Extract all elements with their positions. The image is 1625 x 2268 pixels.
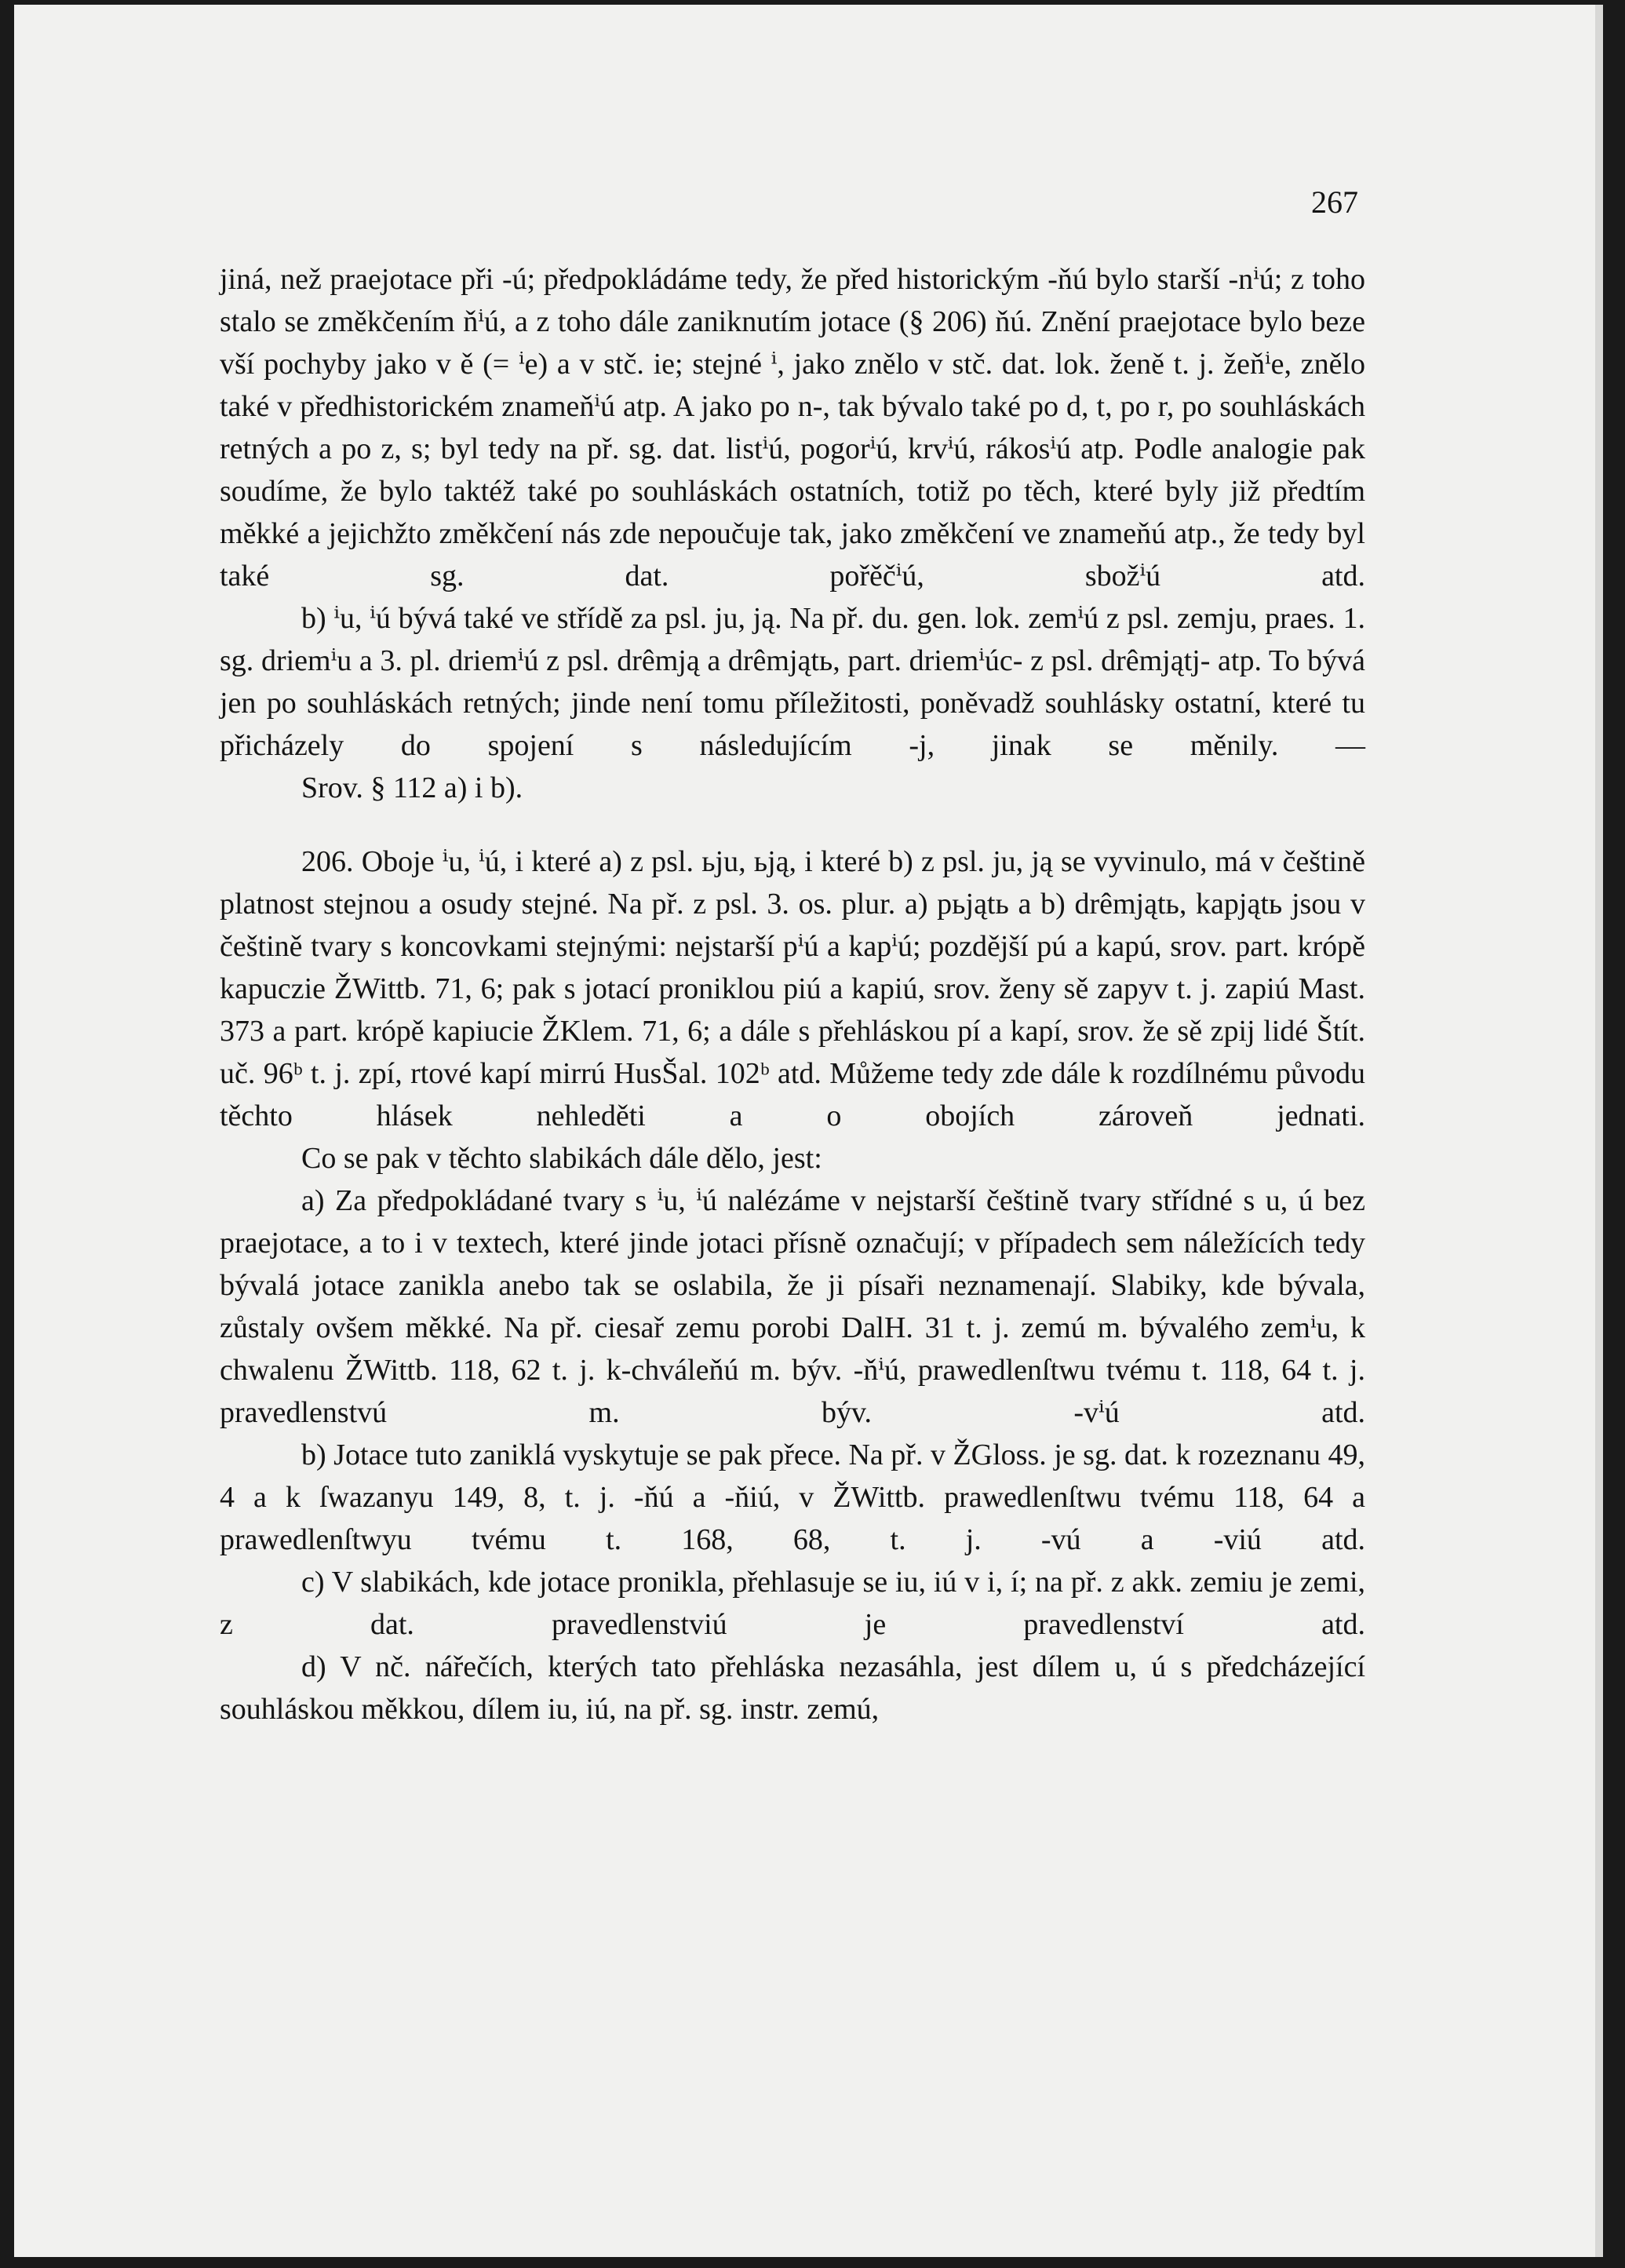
page-edge (1595, 5, 1603, 2257)
paragraph-transition: Co se pak v těchto slabikách dále dělo, jest: (301, 1142, 822, 1175)
paragraph-c: c) V slabikách, kde jotace pronikla, přehlasuje se iu, iú v i, í; na př. z akk. zemiu je zemi, z dat. pravedlenstviú je pravedlenství atd. (220, 1566, 1365, 1641)
paragraph-a: a) Za předpokládané tvary s ⁱu, ⁱú nalézáme v nejstarší češtině tvary střídné s u, ú bez praejotace, a to i v textech, které jinde jotaci přísně označují; v případech sem náležících tedy bývalá jotace zanikla anebo tak se oslabila, že ji písaři neznamenají. Slabiky, kde bývala, zůstaly ovšem měkké. Na př. ciesař zemu porobi DalH. 31 t. j. zemú m. bývalého zemⁱu, k chwalenu ŽWittb. 118, 62 t. j. k-chváleňú m. býv. -ňⁱú, prawedlenſtwu tvému t. 118, 64 t. j. pravedlenstvú m. býv. -vⁱú atd. (220, 1184, 1365, 1429)
paragraph-intro: jiná, než praejotace při -ú; předpokládáme tedy, že před historickým -ňú bylo starší -nⁱú; z toho stalo se změkčením ňⁱú, a z toho dále zaniknutím jotace (§ 206) ňú. Znění praejotace bylo beze vší pochyby jako v ě (= ⁱe) a v stč. ie; stejné ⁱ, jako znělo v stč. dat. lok. ženě t. j. žeňⁱe, znělo také v předhistorickém znameňⁱú atp. A jako po n-, tak bývalo také po d, t, po r, po souhláskách retných a po z, s; byl tedy na př. sg. dat. listⁱú, pogorⁱú, krvⁱú, rákosⁱú atp. Podle analogie pak soudíme, že bylo taktéž také po souhláskách ostatních, totiž po těch, které byly již předtím měkké a jejichžto změkčení nás zde nepoučuje tak, jako změkčení ve znameňú atp., že tedy byl také sg. dat. pořěčⁱú, sbožⁱú atd. (220, 263, 1365, 593)
paragraph-b: b) ⁱu, ⁱú bývá také ve střídě za psl. ju, ją. Na př. du. gen. lok. zemⁱú z psl. zemju, praes. 1. sg. driemⁱu a 3. pl. driemⁱú z psl. drêmją a drêmjątь, part. driemⁱúc- z psl. drêmjątj- atp. To bývá jen po souhláskách retných; jinde není tomu příležitosti, poněvadž souhlásky ostatní, které tu přicházely do spojení s následujícím -j, jinak se měnily. — (220, 602, 1365, 762)
page-number: 267 (1311, 184, 1358, 220)
paragraph-b-2: b) Jotace tuto zaniklá vyskytuje se pak přece. Na př. v ŽGloss. je sg. dat. k rozeznanu 49, 4 a k ſwazanyu 149, 8, t. j. -ňú a -ňiú, v ŽWittb. prawedlenſtwu tvému 118, 64 a prawedlenſtwyu tvému t. 168, 68, t. j. -vú a -viú atd. (220, 1438, 1365, 1556)
document-page (14, 5, 1603, 2257)
page-body (220, 173, 1365, 1730)
section-206: 206. Oboje ⁱu, ⁱú, i které a) z psl. ьju, ьją, i které b) z psl. ju, ją se vyvinulo, má v češtině platnost stejnou a osudy stejné. Na př. z psl. 3. os. plur. a) pьjątь a b) drêmjątь, kapjątь jsou v češtině tvary s koncovkami stejnými: nejstarší pⁱú a kapⁱú; pozdější pú a kapú, srov. part. krópě kapuczie ŽWittb. 71, 6; pak s jotací proniklou piú a kapiú, srov. ženy sě zapyv t. j. zapiú Mast. 373 a part. krópě kapiucie ŽKlem. 71, 6; a dále s přehláskou pí a kapí, srov. že sě zpij lidé Štít. uč. 96ᵇ t. j. zpí, rtové kapí mirrú HusŠal. 102ᵇ atd. Můžeme tedy zde dále k rozdílnému původu těchto hlásek nehleděti a o obojích zároveň jednati. (220, 845, 1365, 1132)
paragraph-d: d) V nč. nářečích, kterých tato přehláska nezasáhla, jest dílem u, ú s předcházející souhláskou měkkou, dílem iu, iú, na př. sg. instr. zemú, (220, 1650, 1365, 1726)
paragraph-cross-reference: Srov. § 112 a) i b). (301, 771, 523, 804)
